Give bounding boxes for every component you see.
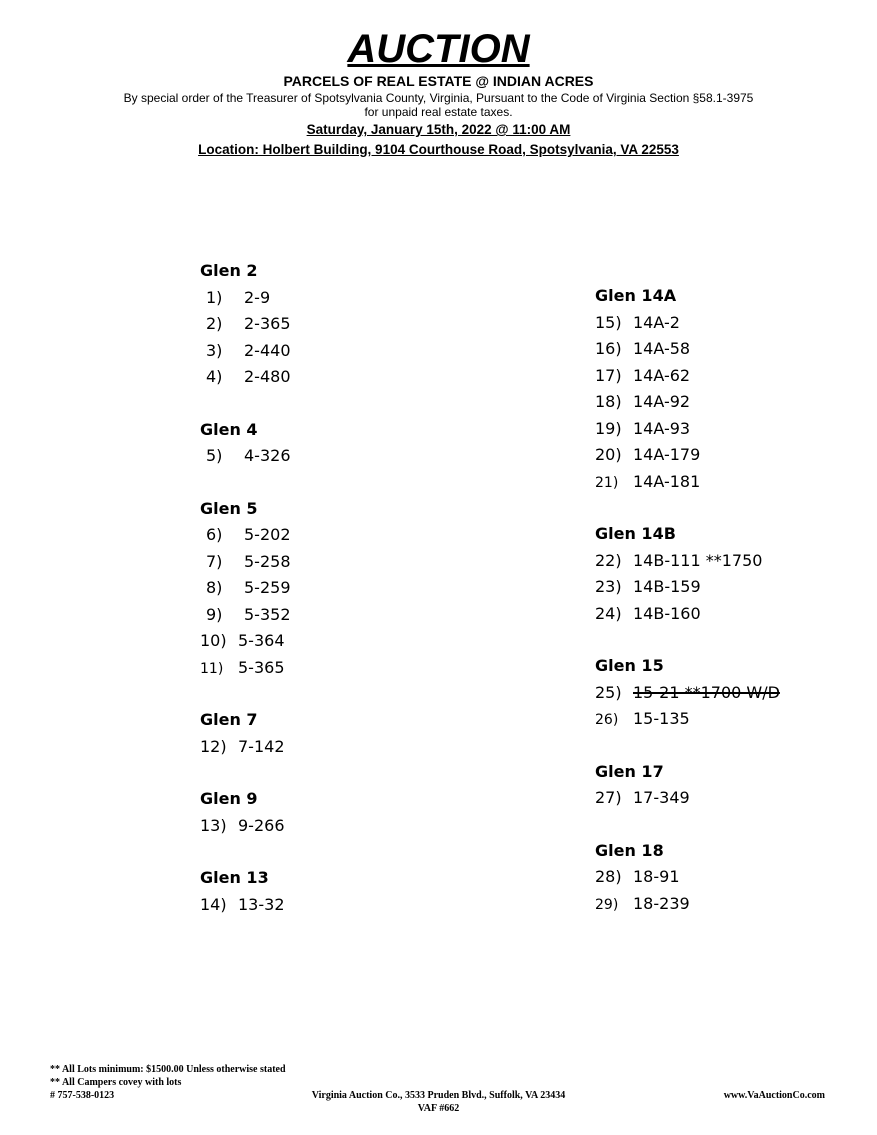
glen-title: Glen 13 — [200, 868, 269, 887]
lot-number: 12) — [200, 736, 227, 756]
parcel-id: 4-326 — [244, 446, 291, 465]
special-order-line-1: By special order of the Treasurer of Spotsylvania County, Virginia, Pursuant to the Code of Virginia Section §58.1-3975 — [123, 91, 754, 105]
glen-group — [595, 762, 855, 815]
parcel-id: 14A-2 — [633, 312, 680, 332]
parcel-id: 14A-62 — [633, 365, 691, 385]
glen-group — [200, 499, 530, 685]
footer-phone: # 757-538-0123 — [50, 1090, 115, 1101]
parcel-lot-withdrawn — [595, 683, 855, 710]
glen-title: Glen 17 — [595, 761, 664, 781]
auction-title: AUCTION — [347, 27, 530, 71]
lot-number: 6) — [206, 525, 223, 544]
lot-number: 5) — [206, 446, 223, 465]
footer-notes — [50, 1063, 286, 1089]
auction-datetime: Saturday, January 15th, 2022 @ 11:00 AM — [306, 122, 571, 137]
glen-title: Glen 15 — [595, 656, 664, 675]
parcel-id: 14A-181 — [633, 471, 701, 491]
parcel-lot — [200, 288, 530, 315]
parcel-id: 5-259 — [244, 578, 291, 597]
lot-number: 27) — [595, 788, 622, 807]
parcel-lot — [595, 867, 855, 894]
parcel-id: 5-352 — [244, 604, 291, 624]
parcel-lot — [200, 816, 530, 843]
parcel-lot — [200, 578, 530, 605]
glen-title: Glen 9 — [200, 789, 258, 808]
lot-number: 24) — [595, 603, 622, 623]
lot-number: 9) — [206, 604, 223, 624]
parcel-id: 18-239 — [633, 893, 690, 913]
parcel-lot — [595, 392, 855, 419]
parcel-lot — [595, 709, 855, 736]
parcel-lot — [595, 445, 855, 472]
parcel-lot — [200, 446, 530, 473]
parcel-id: 2-365 — [244, 314, 291, 333]
parcel-lot — [200, 341, 530, 368]
parcel-lot — [200, 314, 530, 341]
lot-number: 26) — [595, 712, 619, 728]
lot-number: 22) — [595, 550, 622, 570]
lot-number: 7) — [206, 551, 223, 571]
footer-company-address: Virginia Auction Co., 3533 Pruden Blvd., Suffolk, VA 23434 — [311, 1090, 566, 1101]
glen-title: Glen 14A — [595, 286, 677, 305]
footer-license: VAF #662 — [417, 1103, 460, 1114]
parcel-id: 13-32 — [238, 894, 285, 914]
parcel-id: 14B-160 — [633, 603, 701, 623]
glen-title: Glen 2 — [200, 261, 258, 280]
parcel-lot — [595, 894, 855, 921]
parcel-id: 5-365 — [238, 657, 285, 677]
parcel-column-right — [595, 286, 855, 946]
auction-location: Location: Holbert Building, 9104 Courthouse Road, Spotsylvania, VA 22553 — [198, 142, 679, 157]
glen-title: Glen 14B — [595, 524, 676, 543]
parcel-lot — [200, 367, 530, 394]
lot-number: 3) — [206, 340, 223, 360]
parcel-id: 5-364 — [238, 631, 285, 650]
parcel-lot — [200, 552, 530, 579]
parcel-lot — [200, 895, 530, 922]
glen-group — [595, 286, 855, 498]
lot-number: 14) — [200, 894, 227, 914]
parcel-id: 2-440 — [244, 340, 291, 360]
glen-group — [595, 656, 855, 736]
auction-subtitle: PARCELS OF REAL ESTATE @ INDIAN ACRES — [283, 73, 594, 89]
glen-title: Glen 5 — [200, 498, 258, 518]
parcel-id: 2-480 — [244, 367, 291, 386]
lot-number: 16) — [595, 339, 622, 358]
parcel-id: 2-9 — [244, 287, 271, 307]
special-order-line-2: for unpaid real estate taxes. — [364, 105, 513, 119]
parcel-lot — [595, 577, 855, 604]
parcel-id: 14A-179 — [633, 445, 701, 464]
footer-note-campers: ** All Campers covey with lots — [50, 1077, 182, 1088]
glen-title: Glen 4 — [200, 419, 258, 439]
lot-number: 4) — [206, 367, 223, 386]
glen-group — [595, 524, 855, 630]
lot-number: 10) — [200, 631, 227, 650]
footer-website: www.VaAuctionCo.com — [723, 1090, 825, 1101]
lot-number: 29) — [595, 896, 619, 913]
parcel-lot — [200, 737, 530, 764]
lot-number: 21) — [595, 474, 619, 491]
parcel-column-left — [200, 261, 530, 947]
glen-group — [200, 710, 530, 763]
glen-group — [200, 261, 530, 394]
lot-number: 20) — [595, 445, 622, 464]
parcel-lot — [595, 472, 855, 499]
lot-number: 23) — [595, 577, 622, 596]
parcel-id: 14A-58 — [633, 339, 691, 358]
parcel-id: 15-135 — [633, 709, 690, 728]
parcel-lot — [595, 788, 855, 815]
parcel-lot — [595, 419, 855, 446]
glen-title: Glen 18 — [595, 840, 664, 860]
lot-number: 13) — [200, 815, 227, 835]
lot-number: 15) — [595, 312, 622, 332]
lot-number: 1) — [206, 287, 223, 307]
parcel-lot — [595, 339, 855, 366]
lot-number: 11) — [200, 660, 224, 677]
parcel-lot — [595, 604, 855, 631]
lot-number: 19) — [595, 418, 622, 438]
parcel-lot — [200, 605, 530, 632]
footer-note-minimum: ** All Lots minimum: $1500.00 Unless otherwise stated — [50, 1064, 286, 1075]
parcel-id: 7-142 — [238, 736, 285, 756]
lot-number: 28) — [595, 867, 622, 886]
glen-group — [200, 789, 530, 842]
lot-number: 25) — [595, 682, 622, 702]
glen-title: Glen 7 — [200, 710, 258, 729]
parcel-id: 5-258 — [244, 551, 291, 571]
parcel-id: 14A-93 — [633, 418, 691, 438]
parcel-id: 14B-159 — [633, 577, 701, 596]
parcel-id: 14A-92 — [633, 392, 691, 411]
parcel-id: 9-266 — [238, 815, 285, 835]
parcel-lot — [200, 658, 530, 685]
lot-number: 8) — [206, 578, 223, 597]
glen-group — [200, 420, 530, 473]
parcel-id: 15-21 **1700 W/D — [633, 682, 780, 702]
parcel-lot — [200, 631, 530, 658]
lot-number: 2) — [206, 314, 223, 333]
glen-group — [595, 841, 855, 921]
lot-number: 18) — [595, 392, 622, 411]
parcel-lot — [200, 525, 530, 552]
lot-number: 17) — [595, 365, 622, 385]
glen-group — [200, 868, 530, 921]
parcel-lot — [595, 366, 855, 393]
parcel-id: 14B-111 **1750 — [633, 550, 763, 570]
special-order-text — [0, 91, 877, 119]
parcel-lot — [595, 313, 855, 340]
parcel-id: 18-91 — [633, 867, 680, 886]
parcel-id: 5-202 — [244, 525, 291, 544]
parcel-id: 17-349 — [633, 788, 690, 807]
parcel-lot — [595, 551, 855, 578]
